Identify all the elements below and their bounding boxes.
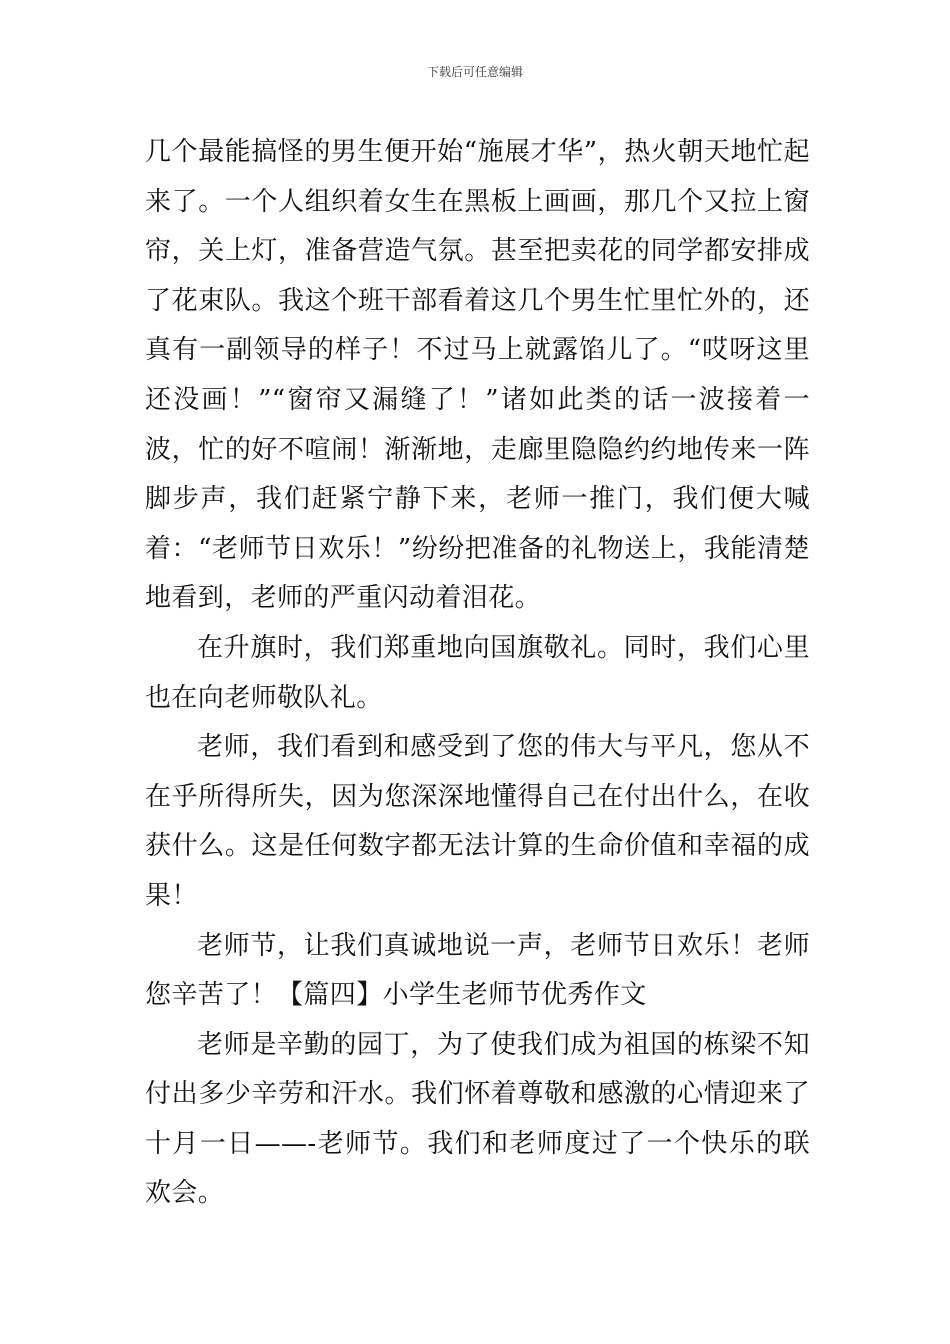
paragraph-1: 几个最能搞怪的男生便开始“施展才华”，热火朝天地忙起来了。一个人组织着女生在黑板上画画，那几个又拉上窗帘，关上灯，准备营造气氛。甚至把卖花的同学都安排成了花束队。我这个班干部看着这几个男生忙里忙外的，还真有一副领导的样子！不过马上就露馅儿了。“哎呀这里还没画！”“窗帘又漏缝了！”诸如此类的话一波接着一波，忙的好不喧闹！渐渐地，走廊里隐隐约约地传来一阵脚步声，我们赶紧宁静下来，老师一推门，我们便大喊着：“老师节日欢乐！”纷纷把准备的礼物送上，我能清楚地看到，老师的严重闪动着泪花。 [145, 137, 810, 614]
document-body [145, 128, 810, 1219]
paragraph-2: 在升旗时，我们郑重地向国旗敬礼。同时，我们心里也在向老师敬队礼。 [145, 632, 810, 713]
paragraph-5: 老师是辛勤的园丁，为了使我们成为祖国的栋梁不知付出多少辛劳和汗水。我们怀着尊敬和感激的心情迎来了十月一日——-老师节。我们和老师度过了一个快乐的联欢会。 [145, 1029, 810, 1209]
page-header-note: 下载后可任意编辑 [426, 65, 523, 79]
paragraph-3: 老师，我们看到和感受到了您的伟大与平凡，您从不在乎所得所失，因为您深深地懂得自己在付出什么，在收获什么。这是任何数字都无法计算的生命价值和幸福的成果！ [145, 732, 810, 911]
paragraph-4: 老师节，让我们真诚地说一声，老师节日欢乐！老师您辛苦了！【篇四】小学生老师节优秀作文 [145, 930, 810, 1011]
